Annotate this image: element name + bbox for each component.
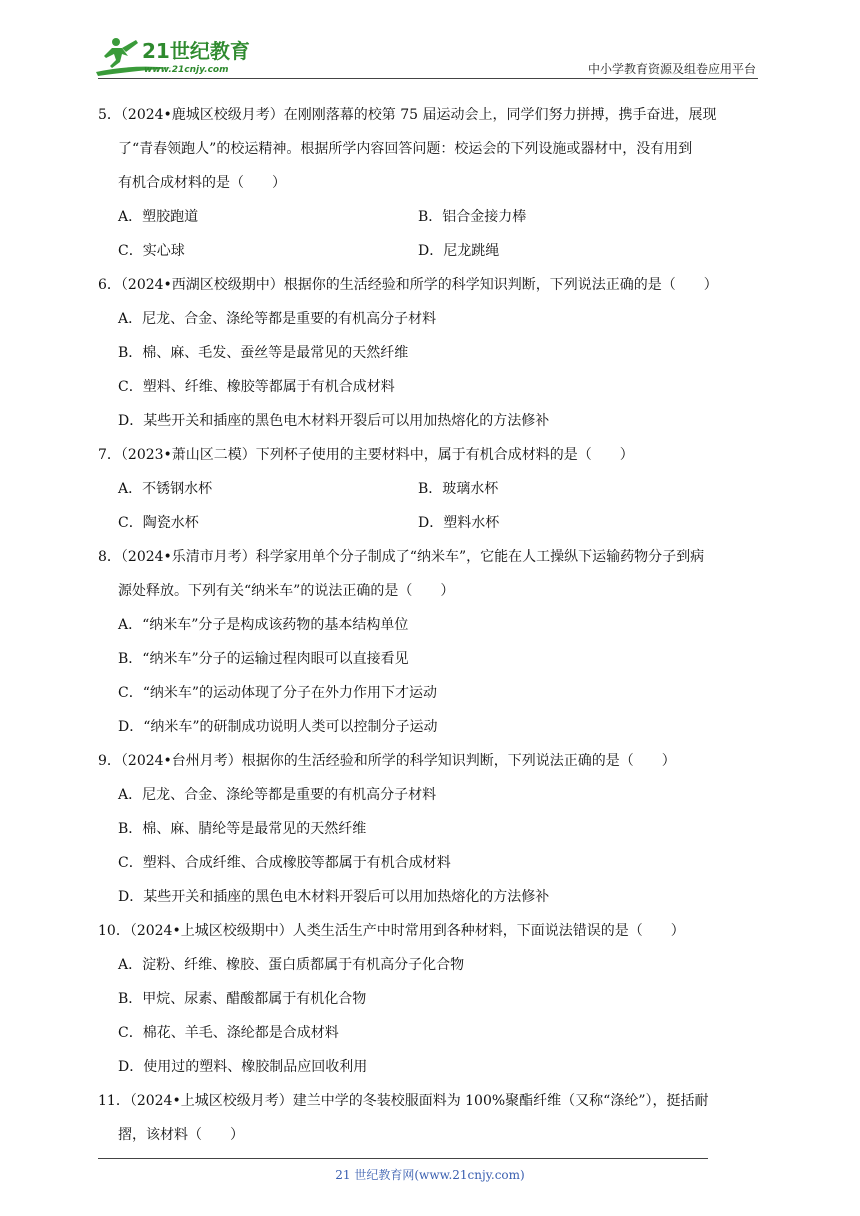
- option-list: [98, 200, 770, 268]
- question-item: [98, 98, 770, 268]
- answer-option: C．塑料、纤维、橡胶等都属于有机合成材料: [118, 379, 395, 395]
- answer-option: A．塑胶跑道: [118, 209, 199, 225]
- question-item: [98, 914, 770, 1084]
- question-item: [98, 438, 770, 540]
- option-list: [98, 302, 770, 438]
- answer-option: D．某些开关和插座的黑色电木材料开裂后可以用加热熔化的方法修补: [118, 889, 550, 905]
- answer-option: C．“纳米车”的运动体现了分子在外力作用下才运动: [118, 685, 438, 701]
- answer-option: A．尼龙、合金、涤纶等都是重要的有机高分子材料: [118, 787, 437, 803]
- question-stem-line: 8．（2024•乐清市月考）科学家用单个分子制成了“纳米车”，它能在人工操纵下运输药物分子到病: [98, 549, 705, 565]
- option-list: [98, 948, 770, 1084]
- answer-option: D．使用过的塑料、橡胶制品应回收利用: [118, 1059, 368, 1075]
- question-stem: [98, 98, 770, 200]
- answer-option: A．淀粉、纤维、橡胶、蛋白质都属于有机高分子化合物: [118, 957, 465, 973]
- question-stem-line: 10．（2024•上城区校级期中）人类生活生产中时常用到各种材料，下面说法错误的是（ ）: [98, 923, 685, 939]
- answer-option: C．实心球: [118, 243, 185, 259]
- logo-url-text: www.21cnjy.com: [144, 65, 229, 75]
- option-list: [98, 472, 770, 540]
- question-item: [98, 1084, 770, 1152]
- answer-option: A．“纳米车”分子是构成该药物的基本结构单位: [118, 617, 409, 633]
- question-stem: [98, 744, 770, 778]
- question-list: [98, 98, 770, 1152]
- question-stem-line: 6．（2024•西湖区校级期中）根据你的生活经验和所学的科学知识判断，下列说法正确的是（ ）: [98, 277, 718, 293]
- answer-option: C．陶瓷水杯: [118, 515, 199, 531]
- question-stem-line: 5．（2024•鹿城区校级月考）在刚刚落幕的校第 75 届运动会上，同学们努力拼搏，携手奋进，展现: [98, 107, 717, 123]
- option-list: [98, 778, 770, 914]
- question-stem-line: 11．（2024•上城区校级月考）建兰中学的冬装校服面料为 100%聚酯纤维（又称“涤纶”），挺括耐: [98, 1093, 709, 1109]
- platform-name: 中小学教育资源及组卷应用平台: [587, 62, 756, 76]
- option-list: [98, 608, 770, 744]
- answer-option: D．“纳米车”的研制成功说明人类可以控制分子运动: [118, 719, 438, 735]
- question-stem-line: 了“青春领跑人”的校运精神。根据所学内容回答问题：校运会的下列设施或器材中，没有用到: [118, 141, 693, 157]
- site-logo: [92, 34, 262, 78]
- answer-option: A．尼龙、合金、涤纶等都是重要的有机高分子材料: [118, 311, 437, 327]
- option-row: [118, 506, 770, 540]
- question-item: [98, 540, 770, 744]
- answer-option: D．尼龙跳绳: [418, 243, 500, 259]
- answer-option: D．塑料水杯: [418, 515, 500, 531]
- question-stem: [98, 1084, 770, 1152]
- answer-option: B．棉、麻、毛发、蚕丝等是最常见的天然纤维: [118, 345, 409, 361]
- answer-option: B．棉、麻、腈纶等是最常见的天然纤维: [118, 821, 367, 837]
- question-stem: [98, 438, 770, 472]
- answer-option: C．棉花、羊毛、涤纶都是合成材料: [118, 1025, 339, 1041]
- option-row: [118, 472, 770, 506]
- footer-divider: [98, 1158, 708, 1159]
- option-row: [118, 234, 770, 268]
- header-divider: [98, 78, 758, 79]
- answer-option: B．“纳米车”分子的运输过程肉眼可以直接看见: [118, 651, 409, 667]
- answer-option: B．玻璃水杯: [418, 481, 499, 497]
- answer-option: B．甲烷、尿素、醋酸都属于有机化合物: [118, 991, 367, 1007]
- question-stem-line: 有机合成材料的是（ ）: [118, 175, 286, 191]
- question-stem-line: 9．（2024•台州月考）根据你的生活经验和所学的科学知识判断，下列说法正确的是（ ）: [98, 753, 676, 769]
- question-stem-line: 摺，该材料（ ）: [118, 1127, 244, 1143]
- answer-option: A．不锈钢水杯: [118, 481, 213, 497]
- page-header: [0, 0, 860, 84]
- answer-option: D．某些开关和插座的黑色电木材料开裂后可以用加热熔化的方法修补: [118, 413, 550, 429]
- option-row: [118, 200, 770, 234]
- question-stem: [98, 268, 770, 302]
- logo-text: 21世纪教育: [142, 39, 250, 63]
- footer-text: 21 世纪教育网(www.21cnjy.com): [335, 1168, 525, 1182]
- answer-option: C．塑料、合成纤维、合成橡胶等都属于有机合成材料: [118, 855, 451, 871]
- question-item: [98, 268, 770, 438]
- question-item: [98, 744, 770, 914]
- question-stem-line: 源处释放。下列有关“纳米车”的说法正确的是（ ）: [118, 583, 455, 599]
- runner-logo-icon: [92, 34, 262, 78]
- question-stem: [98, 540, 770, 608]
- question-stem-line: 7．（2023•萧山区二模）下列杯子使用的主要材料中，属于有机合成材料的是（ ）: [98, 447, 634, 463]
- question-stem: [98, 914, 770, 948]
- answer-option: B．铝合金接力棒: [418, 209, 527, 225]
